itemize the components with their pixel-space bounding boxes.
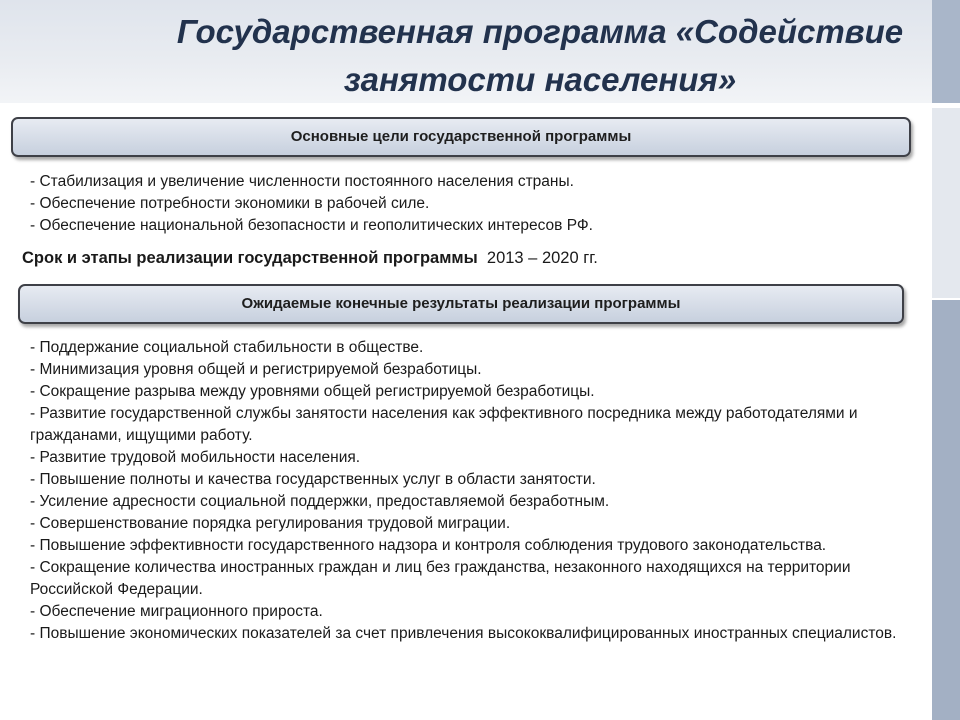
result-item: - Сокращение разрыва между уровнями общей регистрируемой безработицы. (30, 383, 595, 400)
result-item: - Повышение полноты и качества государственных услуг в области занятости. (30, 471, 596, 488)
goals-header-panel: Основные цели государственной программы (11, 117, 911, 157)
goal-item: - Обеспечение потребности экономики в рабочей силе. (30, 195, 430, 212)
results-header-panel: Ожидаемые конечные результаты реализации программы (18, 284, 904, 324)
result-item: - Сокращение количества иностранных граждан и лиц без гражданства, незаконного находящихся на территории Российской Федерации. (30, 559, 851, 598)
slide-title: Государственная программа «Содействие занятости населения» (176, 13, 904, 98)
result-item: - Развитие трудовой мобильности населения. (30, 449, 361, 466)
goal-item: - Обеспечение национальной безопасности и геополитических интересов РФ. (30, 217, 593, 234)
result-item: - Повышение эффективности государственного надзора и контроля соблюдения трудового законодательства. (30, 537, 827, 554)
results-list (30, 337, 910, 645)
goal-item: - Стабилизация и увеличение численности постоянного населения страны. (30, 173, 574, 190)
goals-list (30, 171, 890, 237)
decorative-strip (932, 300, 960, 720)
result-item: - Минимизация уровня общей и регистрируемой безработицы. (30, 361, 482, 378)
result-item: - Повышение экономических показателей за счет привлечения высококвалифицированных иностранных специалистов. (30, 625, 897, 642)
term-label: Срок и этапы реализации государственной программы (22, 249, 478, 267)
term-value: 2013 – 2020 гг. (486, 249, 598, 267)
result-item: - Совершенствование порядка регулирования трудовой миграции. (30, 515, 511, 532)
result-item: - Поддержание социальной стабильности в обществе. (30, 339, 424, 356)
program-term (22, 246, 902, 270)
decorative-strip (932, 108, 960, 298)
result-item: - Развитие государственной службы занятости населения как эффективного посредника между работодателями и гражданами, ищущими работу. (30, 405, 858, 444)
result-item: - Обеспечение миграционного прироста. (30, 603, 323, 620)
result-item: - Усиление адресности социальной поддержки, предоставляемой безработным. (30, 493, 610, 510)
